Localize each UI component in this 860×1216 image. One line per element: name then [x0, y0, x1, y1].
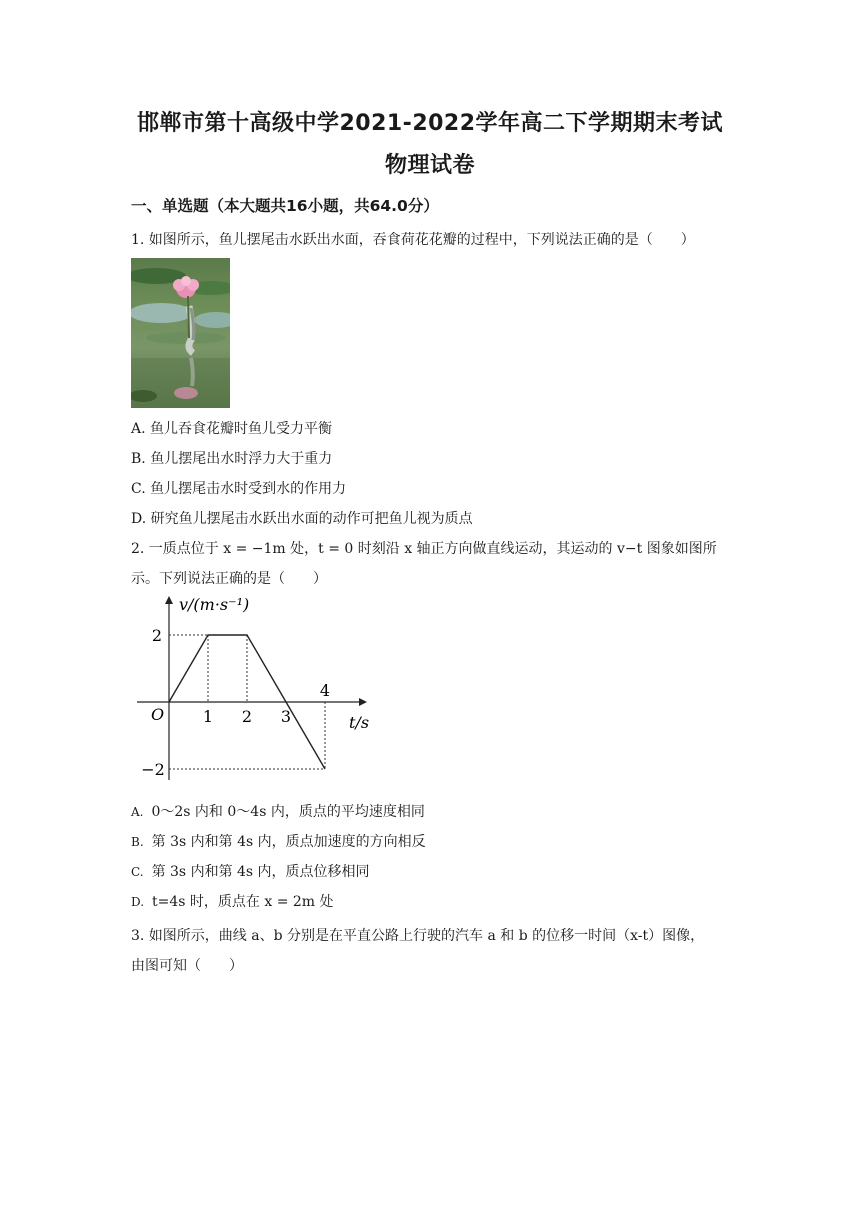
origin-label: O	[151, 705, 165, 724]
x-axis-label: t/s	[349, 713, 370, 732]
q1-option-b: B. 鱼儿摆尾出水时浮力大于重力	[131, 451, 333, 467]
q1-stem: 1. 如图所示，鱼儿摆尾击水跃出水面，吞食荷花花瓣的过程中，下列说法正确的是（ ）	[131, 232, 695, 248]
q2-option-d	[131, 891, 334, 911]
x-tick-4: 4	[319, 681, 331, 700]
x-axis-arrow	[359, 698, 367, 706]
q2-option-a-letter: A.	[131, 805, 144, 819]
x-tick-3: 3	[280, 707, 292, 726]
q2-option-d-text: t=4s 时，质点在 x = 2m 处	[152, 894, 334, 910]
q2-stem-line2: 示。下列说法正确的是（ ）	[131, 571, 327, 587]
q2-option-b	[131, 831, 426, 851]
q1-option-a: A. 鱼儿吞食花瓣时鱼儿受力平衡	[131, 421, 333, 437]
q2-option-c-letter: C.	[131, 865, 144, 879]
x-tick-1: 1	[202, 707, 214, 726]
y-tick-2: 2	[151, 626, 163, 645]
q2-option-a	[131, 801, 425, 821]
q2-option-c	[131, 861, 370, 881]
section-heading: 一、单选题（本大题共16小题，共64.0分）	[131, 197, 439, 215]
q1-option-c: C. 鱼儿摆尾击水时受到水的作用力	[131, 481, 347, 497]
q3-stem-line2: 由图可知（ ）	[131, 958, 243, 974]
q2-option-d-letter: D.	[131, 895, 145, 909]
v-t-graph	[131, 590, 391, 790]
q2-stem-line1: 2. 一质点位于 x = −1m 处，t = 0 时刻沿 x 轴正方向做直线运动，其运动的 v−t 图象如图所	[131, 541, 717, 557]
y-axis-arrow	[165, 596, 173, 604]
exam-title: 邯郸市第十高级中学2021-2022学年高二下学期期末考试	[136, 111, 724, 136]
q2-option-b-text: 第 3s 内和第 4s 内，质点加速度的方向相反	[151, 834, 426, 850]
q2-option-a-text: 0～2s 内和 0～4s 内，质点的平均速度相同	[151, 804, 425, 820]
q2-option-c-text: 第 3s 内和第 4s 内，质点位移相同	[151, 864, 370, 880]
y-axis-label: v/(m·s⁻¹)	[179, 595, 250, 614]
exam-subtitle: 物理试卷	[384, 153, 475, 178]
q2-option-b-letter: B.	[131, 835, 144, 849]
y-tick-minus-2: −2	[141, 760, 165, 779]
fish-lotus-photo	[131, 258, 230, 408]
q3-stem-line1: 3. 如图所示，曲线 a、b 分别是在平直公路上行驶的汽车 a 和 b 的位移一时间（x-t）图像，	[131, 928, 705, 944]
q1-option-d: D. 研究鱼儿摆尾击水跃出水面的动作可把鱼儿视为质点	[131, 511, 473, 527]
x-tick-2: 2	[241, 707, 253, 726]
